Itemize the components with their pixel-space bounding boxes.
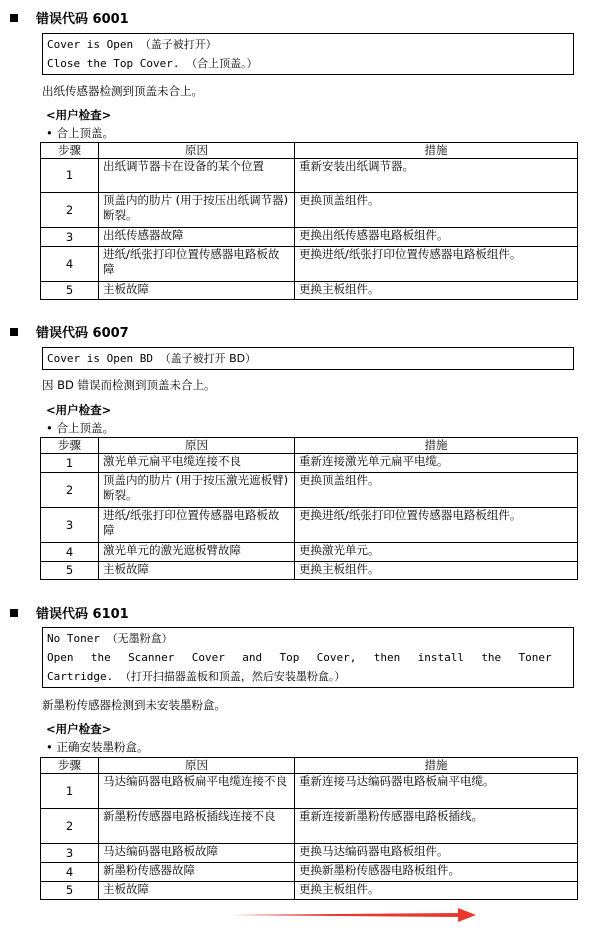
- column-header-step: 步骤: [41, 758, 99, 774]
- cause-cell: 出纸调节器卡在设备的某个位置: [99, 159, 295, 193]
- lcd-message-box: [42, 347, 574, 370]
- table-header-row: [41, 143, 578, 159]
- user-check-item: • 正确安装墨粉盒。: [46, 740, 149, 754]
- cause-cell: 进纸/纸张打印位置传感器电路板故障: [99, 508, 295, 543]
- action-cell: 更换主板组件。: [295, 882, 578, 900]
- column-header-action: 措施: [295, 143, 578, 159]
- step-cell: 2: [41, 809, 99, 844]
- action-cell: 更换进纸/纸张打印位置传感器电路板组件。: [295, 508, 578, 543]
- step-cell: 4: [41, 863, 99, 882]
- table-row: [41, 282, 578, 300]
- table-row: [41, 882, 578, 900]
- lcd-line: Cartridge. （打开扫描器盖板和顶盖，然后安装墨粉盒。）: [47, 670, 346, 683]
- action-cell: 更换出纸传感器电路板组件。: [295, 228, 578, 247]
- error-description: 新墨粉传感器检测到未安装墨粉盒。: [42, 698, 226, 712]
- cause-cell: 激光单元扁平电缆连接不良: [99, 454, 295, 473]
- section-heading: 错误代码 6001: [10, 12, 129, 28]
- step-cell: 5: [41, 562, 99, 580]
- troubleshooting-table: [40, 142, 578, 300]
- action-cell: 更换激光单元。: [295, 543, 578, 562]
- table-row: [41, 508, 578, 543]
- cause-cell: 进纸/纸张打印位置传感器电路板故障: [99, 247, 295, 282]
- action-cell: 重新连接新墨粉传感器电路板插线。: [295, 809, 578, 844]
- action-cell: 更换进纸/纸张打印位置传感器电路板组件。: [295, 247, 578, 282]
- step-cell: 1: [41, 774, 99, 809]
- step-cell: 2: [41, 193, 99, 228]
- action-cell: 重新安装出纸调节器。: [295, 159, 578, 193]
- step-cell: 4: [41, 543, 99, 562]
- table-header-row: [41, 438, 578, 454]
- table-row: [41, 774, 578, 809]
- cause-cell: 激光单元的激光遮板臂故障: [99, 543, 295, 562]
- action-cell: 重新连接马达编码器电路板扁平电缆。: [295, 774, 578, 809]
- table-row: [41, 193, 578, 228]
- cause-cell: 出纸传感器故障: [99, 228, 295, 247]
- cause-cell: 主板故障: [99, 562, 295, 580]
- table-header-row: [41, 758, 578, 774]
- lcd-line: No Toner （无墨粉盒）: [47, 632, 173, 645]
- cause-cell: 顶盖内的肋片 (用于按压出纸调节器) 断裂。: [99, 193, 295, 228]
- cause-cell: 新墨粉传感器故障: [99, 863, 295, 882]
- table-row: [41, 809, 578, 844]
- column-header-cause: 原因: [99, 758, 295, 774]
- user-check-label: <用户检查>: [46, 722, 112, 736]
- step-cell: 5: [41, 282, 99, 300]
- cause-cell: 主板故障: [99, 282, 295, 300]
- cause-cell: 新墨粉传感器电路板插线连接不良: [99, 809, 295, 844]
- table-row: [41, 247, 578, 282]
- lcd-line: Open the Scanner Cover and Top Cover, then install the Toner: [47, 651, 552, 664]
- table-row: [41, 543, 578, 562]
- square-bullet-icon: [10, 14, 18, 22]
- step-cell: 2: [41, 473, 99, 508]
- error-description: 因 BD 错误而检测到顶盖未合上。: [42, 378, 216, 392]
- cause-cell: 顶盖内的肋片 (用于按压激光遮板臂) 断裂。: [99, 473, 295, 508]
- table-row: [41, 863, 578, 882]
- table-row: [41, 454, 578, 473]
- lcd-line: Cover is Open BD （盖子被打开 BD）: [47, 352, 257, 365]
- error-description: 出纸传感器检测到顶盖未合上。: [42, 84, 203, 98]
- step-cell: 1: [41, 159, 99, 193]
- user-check-item: • 合上顶盖。: [46, 126, 114, 140]
- lcd-line: Close the Top Cover. （合上顶盖。）: [47, 57, 258, 70]
- table-row: [41, 562, 578, 580]
- cause-cell: 马达编码器电路板故障: [99, 844, 295, 863]
- cause-cell: 主板故障: [99, 882, 295, 900]
- lcd-line: Cover is Open （盖子被打开）: [47, 38, 217, 51]
- red-arrow-icon: [232, 908, 476, 922]
- action-cell: 更换主板组件。: [295, 562, 578, 580]
- action-cell: 重新连接激光单元扁平电缆。: [295, 454, 578, 473]
- action-cell: 更换顶盖组件。: [295, 193, 578, 228]
- column-header-step: 步骤: [41, 143, 99, 159]
- column-header-step: 步骤: [41, 438, 99, 454]
- step-cell: 3: [41, 508, 99, 543]
- lcd-message-box: [42, 33, 574, 75]
- column-header-cause: 原因: [99, 143, 295, 159]
- square-bullet-icon: [10, 609, 18, 617]
- action-cell: 更换马达编码器电路板组件。: [295, 844, 578, 863]
- column-header-cause: 原因: [99, 438, 295, 454]
- action-cell: 更换顶盖组件。: [295, 473, 578, 508]
- action-cell: 更换主板组件。: [295, 282, 578, 300]
- step-cell: 5: [41, 882, 99, 900]
- step-cell: 1: [41, 454, 99, 473]
- step-cell: 3: [41, 228, 99, 247]
- lcd-message-box: [42, 627, 574, 688]
- troubleshooting-table: [40, 757, 578, 900]
- table-row: [41, 473, 578, 508]
- user-check-label: <用户检查>: [46, 403, 112, 417]
- column-header-action: 措施: [295, 758, 578, 774]
- action-cell: 更换新墨粉传感器电路板组件。: [295, 863, 578, 882]
- section-heading: 错误代码 6101: [10, 607, 129, 623]
- troubleshooting-table: [40, 437, 578, 580]
- cause-cell: 马达编码器电路板扁平电缆连接不良: [99, 774, 295, 809]
- table-row: [41, 844, 578, 863]
- table-row: [41, 228, 578, 247]
- step-cell: 4: [41, 247, 99, 282]
- square-bullet-icon: [10, 328, 18, 336]
- step-cell: 3: [41, 844, 99, 863]
- table-row: [41, 159, 578, 193]
- section-heading: 错误代码 6007: [10, 326, 129, 342]
- user-check-item: • 合上顶盖。: [46, 421, 114, 435]
- user-check-label: <用户检查>: [46, 108, 112, 122]
- column-header-action: 措施: [295, 438, 578, 454]
